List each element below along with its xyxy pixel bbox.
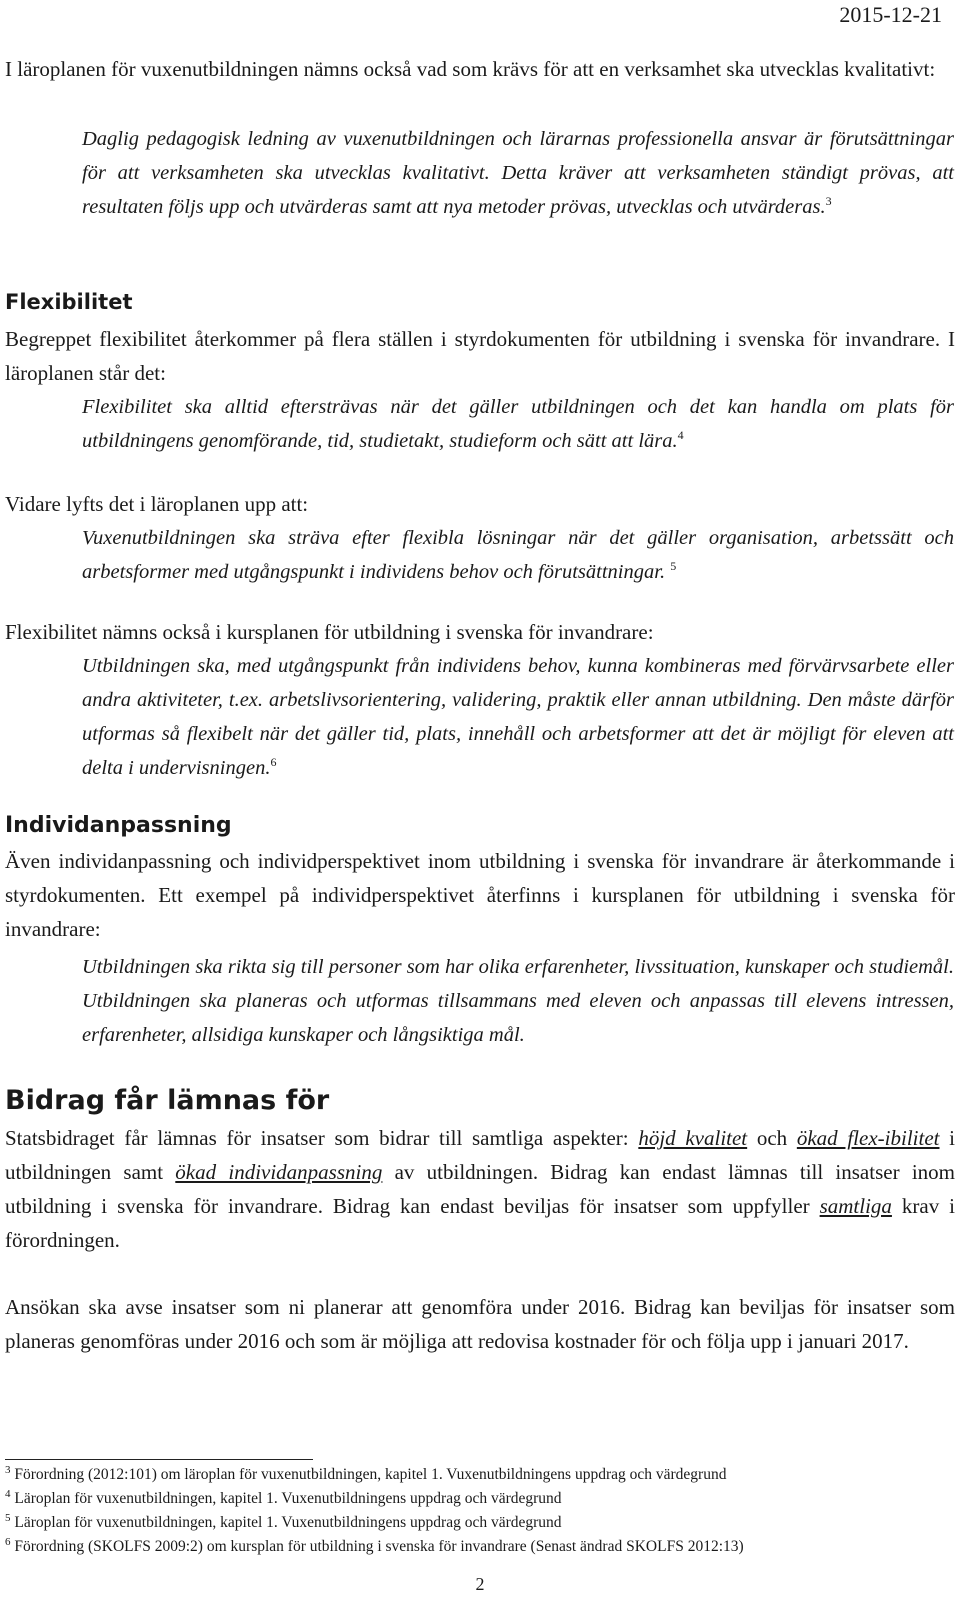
flexibilitet-text: Begreppet flexibilitet återkommer på flera ställen i styrdokumenten för utbildning i svenska för invandrare. I läroplanen står det: — [5, 327, 955, 385]
quote-flexibilitet-2-text: Vuxenutbildningen ska sträva efter flexibla lösningar när det gäller organisation, arbetssätt och arbetsformer med utgångspunkt i individens behov och förutsättningar. — [82, 527, 954, 583]
bidrag-text-a: Statsbidraget får lämnas för insatser som bidrar till samtliga aspekter: — [5, 1126, 639, 1150]
footnote-number: 3 — [5, 1463, 11, 1476]
individanpassning-paragraph — [5, 844, 955, 946]
footnote-divider — [5, 1459, 313, 1460]
bidrag-text-d: av utbildningen. Bidrag kan endast lämnas till insatser inom utbildning i svenska för invandrare. Bidrag kan endast beviljas för insatser som uppfyller — [5, 1160, 955, 1218]
quote-kvalitet — [82, 122, 954, 224]
quote-flexibilitet-1 — [82, 390, 954, 458]
intro-paragraph — [5, 52, 955, 86]
emph-samtliga: samtliga — [819, 1194, 892, 1218]
footnote-ref-5[interactable]: 5 — [670, 559, 677, 574]
quote-kvalitet-text: Daglig pedagogisk ledning av vuxenutbildningen och lärarnas professionella ansvar är förutsättningar för att verksamheten ska utvecklas kvalitativt. Detta kräver att verksamheten ständigt prövas, att resultaten följs upp och utvärderas samt att nya metoder prövas, utvecklas och utvärderas. — [82, 128, 954, 218]
emph-hojd-kvalitet: höjd kvalitet — [638, 1126, 748, 1150]
page-date: 2015-12-21 — [839, 2, 942, 27]
kursplan-paragraph — [5, 615, 955, 649]
quote-flexibilitet-2 — [82, 521, 954, 589]
bidrag-text-b: och — [747, 1126, 797, 1150]
bidrag-text-e: krav i förordningen. — [5, 1194, 955, 1252]
vidare-text: Vidare lyfts det i läroplanen upp att: — [5, 492, 309, 516]
footnote-5 — [5, 1513, 945, 1533]
quote-flexibilitet-1-text: Flexibilitet ska alltid eftersträvas när det gäller utbildningen och det kan handla om plats för utbildningens genomförande, tid, studietakt, studieform och sätt att lära. — [82, 396, 954, 452]
footnote-number: 5 — [5, 1511, 11, 1524]
page-number: 2 — [475, 1574, 485, 1594]
footnote-text: Förordning (SKOLFS 2009:2) om kursplan för utbildning i svenska för invandrare (Senast ändrad SKOLFS 2012:13) — [14, 1538, 744, 1555]
individanpassning-text: Även individanpassning och individperspektivet inom utbildning i svenska för invandrare är återkommande i styrdokumenten. Ett exempel på individperspektivet återfinns i kursplanen för utbildning i svenska för invandrare: — [5, 849, 955, 941]
intro-text: I läroplanen för vuxenutbildningen nämns också vad som krävs för att en verksamhet ska utvecklas kvalitativt: — [5, 57, 936, 81]
footnote-ref-3[interactable]: 3 — [825, 194, 832, 209]
bidrag-paragraph-1 — [5, 1121, 955, 1257]
footnote-6 — [5, 1537, 945, 1557]
bidrag-paragraph-2-text: Ansökan ska avse insatser som ni planerar att genomföra under 2016. Bidrag kan beviljas för insatser som planeras genomföras under 2016 och som är möjliga att redovisa kostnader för och följa upp i januari 2017. — [5, 1295, 955, 1353]
footnote-number: 6 — [5, 1535, 11, 1548]
emph-okad-flexibilitet: ökad flex-ibilitet — [796, 1126, 940, 1150]
heading-bidrag: Bidrag får lämnas för — [5, 1085, 330, 1116]
bidrag-text-c: i utbildningen samt — [5, 1126, 956, 1184]
footnote-text: Läroplan för vuxenutbildningen, kapitel 1. Vuxenutbildningens uppdrag och värdegrund — [14, 1514, 562, 1531]
quote-individanpassning — [82, 950, 954, 1052]
footnote-number: 4 — [5, 1487, 11, 1500]
quote-flexibilitet-3-text: Utbildningen ska, med utgångspunkt från individens behov, kunna kombineras med förvärvsarbete eller andra aktiviteter, t.ex. arbetslivsorientering, validering, praktik eller annan utbildning. Den måste därför utformas så flexibelt när det gäller tid, plats, innehåll och arbetsformer att det är möjligt för eleven att delta i undervisningen. — [82, 655, 954, 779]
footnote-3 — [5, 1465, 945, 1485]
kursplan-text: Flexibilitet nämns också i kursplanen för utbildning i svenska för invandrare: — [5, 620, 654, 644]
footnote-ref-4[interactable]: 4 — [677, 428, 684, 443]
quote-individanpassning-text: Utbildningen ska rikta sig till personer som har olika erfarenheter, livssituation, kunskaper och studiemål. Utbildningen ska planeras och utformas tillsammans med eleven och anpassas till elevens intressen, erfarenheter, allsidiga kunskaper och långsiktiga mål. — [82, 956, 954, 1046]
footnote-text: Förordning (2012:101) om läroplan för vuxenutbildningen, kapitel 1. Vuxenutbildningens uppdrag och värdegrund — [14, 1466, 727, 1483]
quote-flexibilitet-3 — [82, 649, 954, 785]
bidrag-paragraph-2 — [5, 1290, 955, 1358]
footnote-ref-6[interactable]: 6 — [270, 755, 277, 770]
footnote-4 — [5, 1489, 945, 1509]
heading-flexibilitet: Flexibilitet — [5, 290, 133, 314]
emph-okad-individanpassning: ökad individanpassning — [175, 1160, 383, 1184]
vidare-paragraph — [5, 487, 955, 521]
flexibilitet-paragraph — [5, 322, 955, 390]
footnote-text: Läroplan för vuxenutbildningen, kapitel 1. Vuxenutbildningens uppdrag och värdegrund — [14, 1490, 562, 1507]
heading-individanpassning: Individanpassning — [5, 813, 232, 838]
